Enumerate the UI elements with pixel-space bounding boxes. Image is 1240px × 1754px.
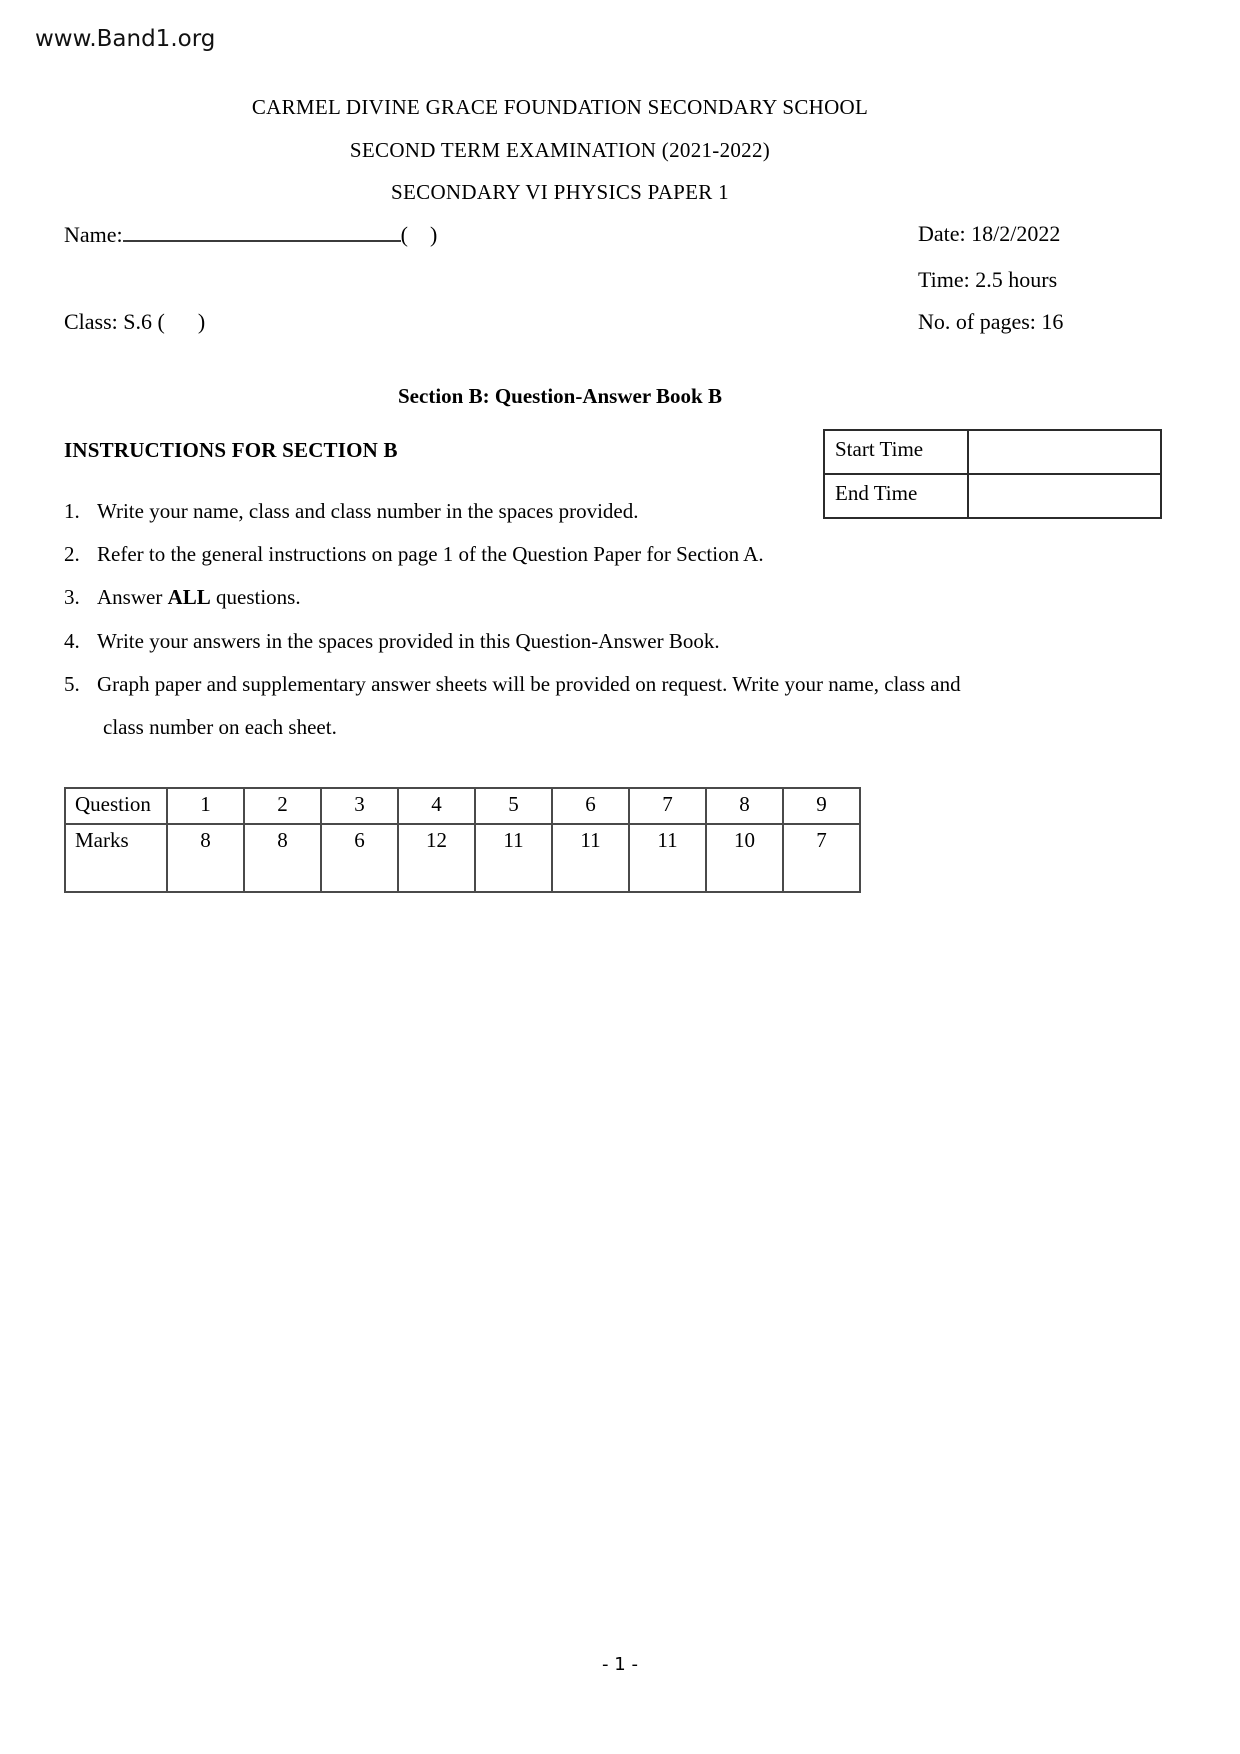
instruction-text: Write your answers in the spaces provided in this Question-Answer Book. [97,629,720,653]
instruction-text: Write your name, class and class number in the spaces provided. [97,499,639,523]
instruction-item-5-continued: class number on each sheet. [103,715,337,739]
instruction-text-post: questions. [210,585,301,609]
marks-cell: 7 [783,824,860,892]
instruction-item-3 [64,584,301,610]
instruction-number: 5. [64,672,80,696]
start-end-time-table [823,429,1162,519]
instruction-item-4 [64,628,720,654]
marks-cell: 11 [475,824,552,892]
start-time-label: Start Time [824,430,968,474]
marks-row-label: Marks [65,824,167,892]
site-watermark: www.Band1.org [35,26,216,52]
instruction-item-1 [64,498,639,524]
instruction-text-pre: Answer [97,585,168,609]
question-number-cell: 9 [783,788,860,824]
instruction-item-5 [64,671,961,697]
name-blank-line [123,221,401,242]
name-label: Name: [64,222,123,247]
pages-text: No. of pages: 16 [918,309,1064,334]
date-text: Date: 18/2/2022 [918,221,1061,246]
marks-cell: 11 [629,824,706,892]
class-number-blank: ( ) [400,222,438,247]
marks-cell: 8 [244,824,321,892]
question-number-cell: 5 [475,788,552,824]
end-time-value [968,474,1161,518]
marks-row [65,824,860,892]
marks-cell: 11 [552,824,629,892]
instruction-text: Graph paper and supplementary answer sheets will be provided on request. Write your name, class and [97,672,961,696]
start-time-row [824,430,1161,474]
marks-cell: 6 [321,824,398,892]
section-title: Section B: Question-Answer Book B [398,384,722,408]
end-time-label: End Time [824,474,968,518]
question-number-cell: 7 [629,788,706,824]
question-number-cell: 1 [167,788,244,824]
question-number-cell: 6 [552,788,629,824]
instruction-number: 2. [64,542,80,566]
instruction-item-2 [64,541,764,567]
question-number-cell: 8 [706,788,783,824]
instruction-number: 1. [64,499,80,523]
school-name: CARMEL DIVINE GRACE FOUNDATION SECONDARY SCHOOL [251,95,869,119]
page-number: - 1 - [602,1654,638,1675]
instruction-text [97,585,301,609]
instruction-number: 3. [64,585,80,609]
question-number-cell: 4 [398,788,475,824]
question-header-row [65,788,860,824]
exam-title: SECOND TERM EXAMINATION (2021-2022) [349,138,771,162]
marks-table [64,787,861,893]
end-time-row [824,474,1161,518]
instructions-heading: INSTRUCTIONS FOR SECTION B [64,438,398,462]
question-row-label: Question [65,788,167,824]
marks-cell: 12 [398,824,475,892]
question-number-cell: 3 [321,788,398,824]
time-text: Time: 2.5 hours [918,267,1058,292]
class-text: Class: S.6 ( ) [64,309,206,334]
paper-title: SECONDARY VI PHYSICS PAPER 1 [391,180,729,204]
instruction-text-bold: ALL [167,585,211,609]
instruction-number: 4. [64,629,80,653]
name-row [64,221,437,248]
marks-cell: 10 [706,824,783,892]
instruction-text: Refer to the general instructions on page 1 of the Question Paper for Section A. [97,542,764,566]
question-number-cell: 2 [244,788,321,824]
start-time-value [968,430,1161,474]
marks-cell: 8 [167,824,244,892]
